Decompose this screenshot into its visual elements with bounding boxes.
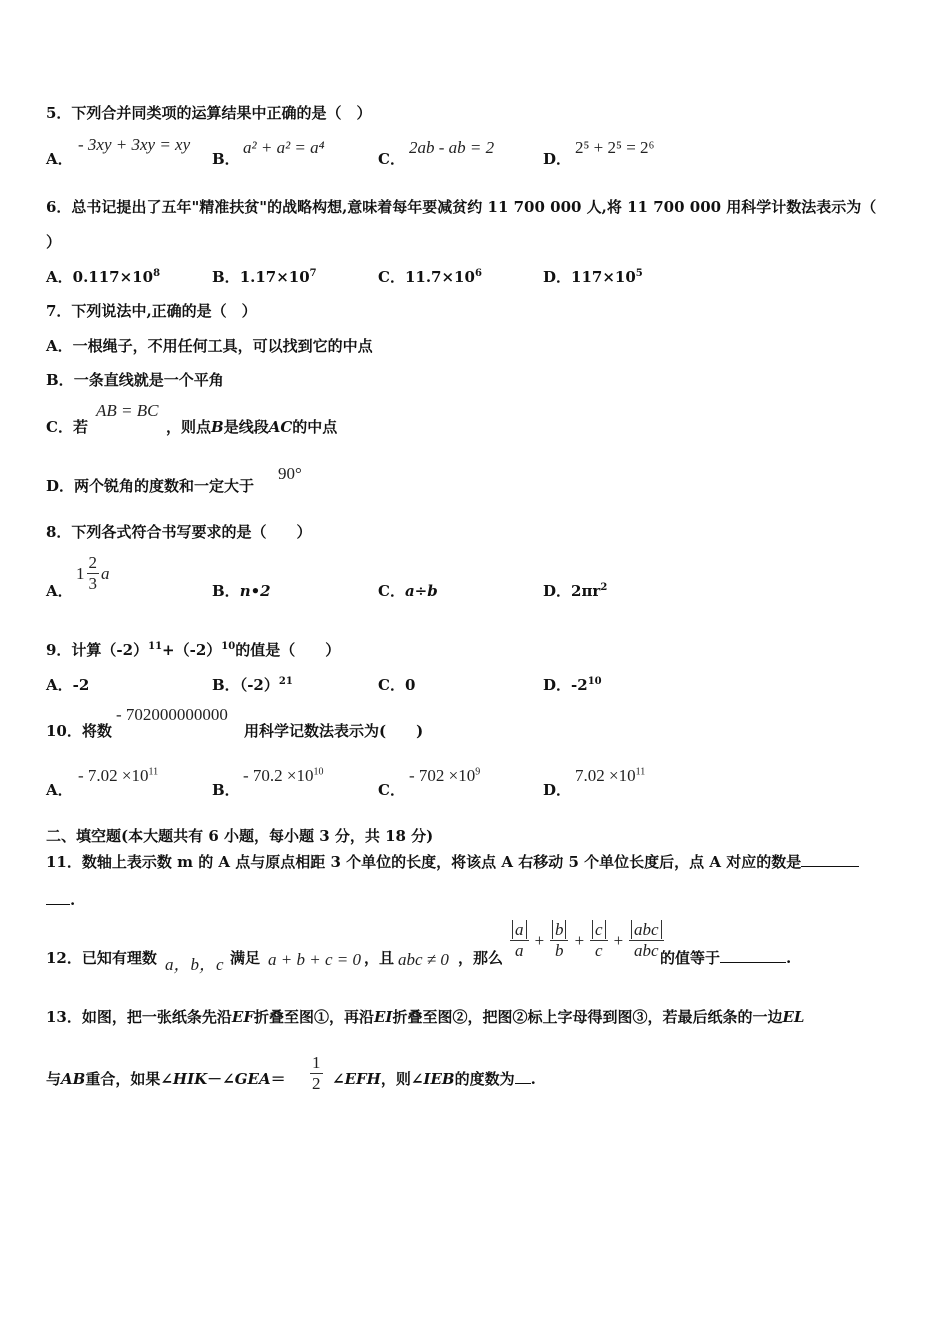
q12-plus-1: + bbox=[533, 930, 545, 950]
q12-frac-b bbox=[550, 920, 569, 961]
q10-option-a-label: A． bbox=[46, 781, 73, 799]
q13-line1 bbox=[46, 1006, 804, 1027]
q6-option-a-label: A． bbox=[46, 268, 73, 286]
q5-option-a-label: A． bbox=[46, 150, 73, 168]
q13-ei: EI bbox=[374, 1008, 393, 1026]
q6-option-d-base: 117×10 bbox=[571, 268, 636, 286]
q8-option-c-label: C． bbox=[378, 582, 405, 600]
q7-option-c-post3: 的中点 bbox=[292, 418, 338, 436]
q10-number: - 702000000000 bbox=[116, 705, 228, 724]
q10-option-c-base: - 702 ×10 bbox=[409, 766, 476, 785]
q8-option-b-label: B． bbox=[212, 582, 240, 600]
q7-option-b-label: B． bbox=[46, 371, 74, 389]
q11-text: 11．数轴上表示数 m 的 A 点与原点相距 3 个单位的长度，将该点 A 右移动 5 个单位长度后，点 A 对应的数是 bbox=[46, 853, 802, 871]
q13-fraction bbox=[308, 1053, 325, 1094]
q9-option-b-label: B． bbox=[212, 676, 240, 694]
q12-stem-c: ，且 bbox=[364, 949, 395, 967]
q9-option-d bbox=[543, 674, 602, 695]
q9-option-d-text: -2 bbox=[571, 676, 588, 694]
q8-option-a-den: 3 bbox=[88, 574, 97, 593]
q12-stem-d: ，那么 bbox=[458, 949, 504, 967]
q9-option-c-label: C． bbox=[378, 676, 405, 694]
q6-option-b-exp: 7 bbox=[309, 268, 317, 279]
q9-exp-b: 10 bbox=[221, 641, 236, 652]
q6-option-d-exp: 5 bbox=[635, 268, 643, 279]
q10-option-c-expr bbox=[409, 766, 480, 786]
q8-option-d-base: 2πr bbox=[571, 582, 601, 600]
q8-option-d-exp: 2 bbox=[600, 582, 608, 593]
q10-option-a-base: - 7.02 ×10 bbox=[78, 766, 149, 785]
q6-option-d-label: D． bbox=[543, 268, 572, 286]
q8-option-a-var: a bbox=[101, 563, 110, 583]
q10-option-b-exp: 10 bbox=[313, 766, 324, 778]
q7-option-c-post2: 是线段 bbox=[223, 418, 269, 436]
q8-stem: 8．下列各式符合书写要求的是（ ） bbox=[46, 523, 312, 541]
section-heading-fill-in: 二、填空题(本大题共有 6 小题，每小题 3 分，共 18 分) bbox=[46, 827, 434, 845]
q6-option-b-label: B． bbox=[212, 268, 240, 286]
q13-line2-a: 与 bbox=[46, 1070, 62, 1088]
q13-line1-c: 折叠至图②，把图②标上字母得到图③，若最后纸条的一边 bbox=[392, 1008, 783, 1026]
q7-stem: 7．下列说法中,正确的是（ ） bbox=[46, 302, 257, 320]
q12-plus-3: + bbox=[612, 930, 624, 950]
q7-option-a bbox=[46, 335, 373, 356]
q10-stem-b: 用科学记数法表示为( ) bbox=[244, 722, 424, 740]
q5-option-b-expr: a² + a² = a⁴ bbox=[243, 138, 325, 157]
q12-frac-b-den: b bbox=[554, 941, 564, 960]
q5-option-c-expr: 2ab - ab = 2 bbox=[409, 138, 495, 157]
q10-option-a-expr bbox=[78, 766, 158, 786]
q13-ab: AB bbox=[61, 1070, 86, 1088]
q12-frac-a-num: a bbox=[512, 920, 527, 939]
q13-line2-g: 的度数为 bbox=[454, 1070, 515, 1088]
q5-stem: 5．下列合并同类项的运算结果中正确的是（ ） bbox=[46, 104, 372, 122]
q7-option-b-text: 一条直线就是一个平角 bbox=[73, 371, 224, 389]
q6-option-c-exp: 6 bbox=[474, 268, 482, 279]
q13-frac-num: 1 bbox=[312, 1053, 321, 1072]
q7-option-b bbox=[46, 369, 224, 390]
q8-option-c-expr: a÷b bbox=[404, 582, 438, 600]
q13-line1-a: 13．如图，把一张纸条先沿 bbox=[46, 1008, 232, 1026]
q12-cond2: abc ≠ 0 bbox=[398, 950, 449, 969]
q9-option-d-label: D． bbox=[543, 676, 572, 694]
q12-answer-blank[interactable] bbox=[720, 948, 786, 963]
q8-option-d bbox=[543, 580, 607, 601]
q7-option-c bbox=[46, 416, 88, 437]
q13-frac-den: 2 bbox=[312, 1074, 321, 1093]
q10-option-b-base: - 70.2 ×10 bbox=[243, 766, 314, 785]
q9-stem-c: 的值是（ ） bbox=[235, 641, 341, 659]
q12-stem-a: 12．已知有理数 bbox=[46, 949, 157, 967]
q6-option-c bbox=[378, 266, 482, 287]
q9-stem-a: 9．计算（-2） bbox=[46, 641, 149, 659]
q6-option-c-base: 11.7×10 bbox=[404, 268, 475, 286]
q10-option-d-base: 7.02 ×10 bbox=[575, 766, 636, 785]
q12-frac-c bbox=[590, 920, 608, 961]
q7-option-d-label: D． bbox=[46, 477, 75, 495]
q7-option-c-rest bbox=[166, 416, 337, 437]
q6-option-b-base: 1.17×10 bbox=[239, 268, 310, 286]
q12-frac-c-num: c bbox=[592, 920, 606, 939]
q13-line2-c: －∠ bbox=[207, 1070, 235, 1088]
q13-fraction-body bbox=[310, 1053, 323, 1094]
q10-option-d-exp: 11 bbox=[635, 766, 646, 778]
q5-option-d-label: D． bbox=[543, 150, 572, 168]
q8-option-a-num: 2 bbox=[88, 553, 97, 572]
q12-frac-abc-den: abc bbox=[634, 941, 659, 960]
q10-option-d-label: D． bbox=[543, 781, 572, 799]
q9-option-c-text: 0 bbox=[404, 676, 416, 694]
q9-option-c bbox=[378, 674, 415, 695]
q7-option-c-expr: AB = BC bbox=[96, 401, 159, 420]
q9-stem-b: +（-2） bbox=[162, 641, 222, 659]
q5-option-a-expr: - 3xy + 3xy = xy bbox=[78, 135, 191, 154]
q9-option-a bbox=[46, 674, 89, 695]
q10-option-b-expr bbox=[243, 766, 324, 786]
q6-option-a bbox=[46, 266, 160, 287]
q8-option-a-fraction bbox=[87, 553, 100, 594]
q12-frac-a-den: a bbox=[515, 941, 524, 960]
q10-option-a-exp: 11 bbox=[148, 766, 159, 778]
q12-stem-e-text: 的值等于 bbox=[660, 949, 721, 967]
q7-option-c-post1: ，则点 bbox=[166, 418, 212, 436]
q8-option-b bbox=[212, 580, 271, 601]
q11-line2 bbox=[46, 890, 75, 909]
q12-frac-abc bbox=[629, 920, 664, 961]
q9-stem bbox=[46, 639, 340, 660]
q13-efh: EFH bbox=[344, 1070, 381, 1088]
q5-option-d-expr: 2⁵ + 2⁵ = 2⁶ bbox=[575, 138, 655, 157]
q13-line2-e: ∠ bbox=[332, 1070, 345, 1088]
q13-line2-d: ＝ bbox=[270, 1070, 286, 1088]
q12-cond1: a + b + c = 0 bbox=[268, 950, 361, 969]
q5-option-b-label: B． bbox=[212, 150, 240, 168]
q7-option-c-pre: 若 bbox=[72, 418, 88, 436]
q12-stem-b: 满足 bbox=[230, 949, 261, 967]
q13-end: . bbox=[530, 1070, 536, 1088]
q13-line2-part2 bbox=[332, 1068, 536, 1089]
q12-frac-abc-num: abc bbox=[631, 920, 662, 939]
q7-option-d-expr: 90° bbox=[278, 464, 302, 483]
q12-end: . bbox=[786, 949, 792, 967]
q5-option-c-label: C． bbox=[378, 150, 405, 168]
q10-option-c-exp: 9 bbox=[475, 766, 481, 778]
q7-option-a-text: 一根绳子，不用任何工具，可以找到它的中点 bbox=[72, 337, 373, 355]
q12-frac-a bbox=[510, 920, 529, 961]
q9-option-d-exp: 10 bbox=[587, 676, 602, 687]
q9-option-b-exp: 21 bbox=[278, 676, 293, 687]
q7-option-a-label: A． bbox=[46, 337, 73, 355]
q8-option-d-label: D． bbox=[543, 582, 572, 600]
q13-hik: HIK bbox=[172, 1070, 208, 1088]
q10-option-d-expr bbox=[575, 766, 645, 786]
q12-fraction-sum bbox=[508, 920, 666, 961]
q11-end: . bbox=[70, 891, 76, 909]
q8-option-a-whole: 1 bbox=[76, 563, 85, 583]
q10-stem-a: 10．将数 bbox=[46, 722, 112, 740]
q7-option-d bbox=[46, 475, 254, 496]
q9-option-b bbox=[212, 674, 293, 695]
q12-plus-2: + bbox=[573, 930, 585, 950]
q12-stem-e bbox=[660, 947, 791, 968]
q6-option-c-label: C． bbox=[378, 268, 405, 286]
q13-answer-blank[interactable] bbox=[515, 1069, 531, 1084]
q13-line2-f: ，则∠ bbox=[380, 1070, 424, 1088]
q8-option-a-label: A． bbox=[46, 582, 73, 600]
q9-exp-a: 11 bbox=[148, 641, 163, 652]
q13-gea: GEA bbox=[234, 1070, 271, 1088]
q10-option-c-label: C． bbox=[378, 781, 405, 799]
q7-option-c-var-ac: AC bbox=[268, 418, 293, 436]
q9-option-b-text: （-2） bbox=[239, 676, 279, 694]
q6-option-a-exp: 8 bbox=[153, 268, 161, 279]
q9-option-a-label: A． bbox=[46, 676, 73, 694]
q12-vars: a，b，c bbox=[165, 955, 224, 974]
q13-line1-b: 折叠至图①，再沿 bbox=[253, 1008, 374, 1026]
q6-option-d bbox=[543, 266, 643, 287]
q7-option-c-var-b: B bbox=[211, 418, 224, 436]
q13-line2-part1 bbox=[46, 1068, 286, 1089]
q11-answer-blank-1[interactable] bbox=[801, 852, 859, 867]
q13-ieb: IEB bbox=[423, 1070, 455, 1088]
q13-ef: EF bbox=[231, 1008, 254, 1026]
q8-option-c bbox=[378, 580, 438, 601]
q13-line2-b: 重合，如果∠ bbox=[85, 1070, 173, 1088]
q8-option-b-expr: n•2 bbox=[239, 582, 271, 600]
q6-option-a-base: 0.117×10 bbox=[72, 268, 154, 286]
q11-answer-blank-2[interactable] bbox=[46, 890, 70, 905]
q11-line1 bbox=[46, 851, 859, 872]
q7-option-c-label: C． bbox=[46, 418, 73, 436]
q6-stem-line2: ） bbox=[46, 233, 62, 251]
q10-option-b-label: B． bbox=[212, 781, 240, 799]
q12-frac-c-den: c bbox=[594, 941, 603, 960]
q6-stem-line1: 6．总书记提出了五年"精准扶贫"的战略构想,意味着每年要减贫约 11 700 000 人,将 11 700 000 用科学计数法表示为（ bbox=[46, 198, 877, 216]
q12-frac-b-num: b bbox=[552, 920, 567, 939]
q13-el: EL bbox=[782, 1008, 805, 1026]
q9-option-a-text: -2 bbox=[72, 676, 90, 694]
q7-option-d-text: 两个锐角的度数和一定大于 bbox=[74, 477, 255, 495]
q8-option-a-expr bbox=[76, 553, 110, 594]
q6-option-b bbox=[212, 266, 317, 287]
